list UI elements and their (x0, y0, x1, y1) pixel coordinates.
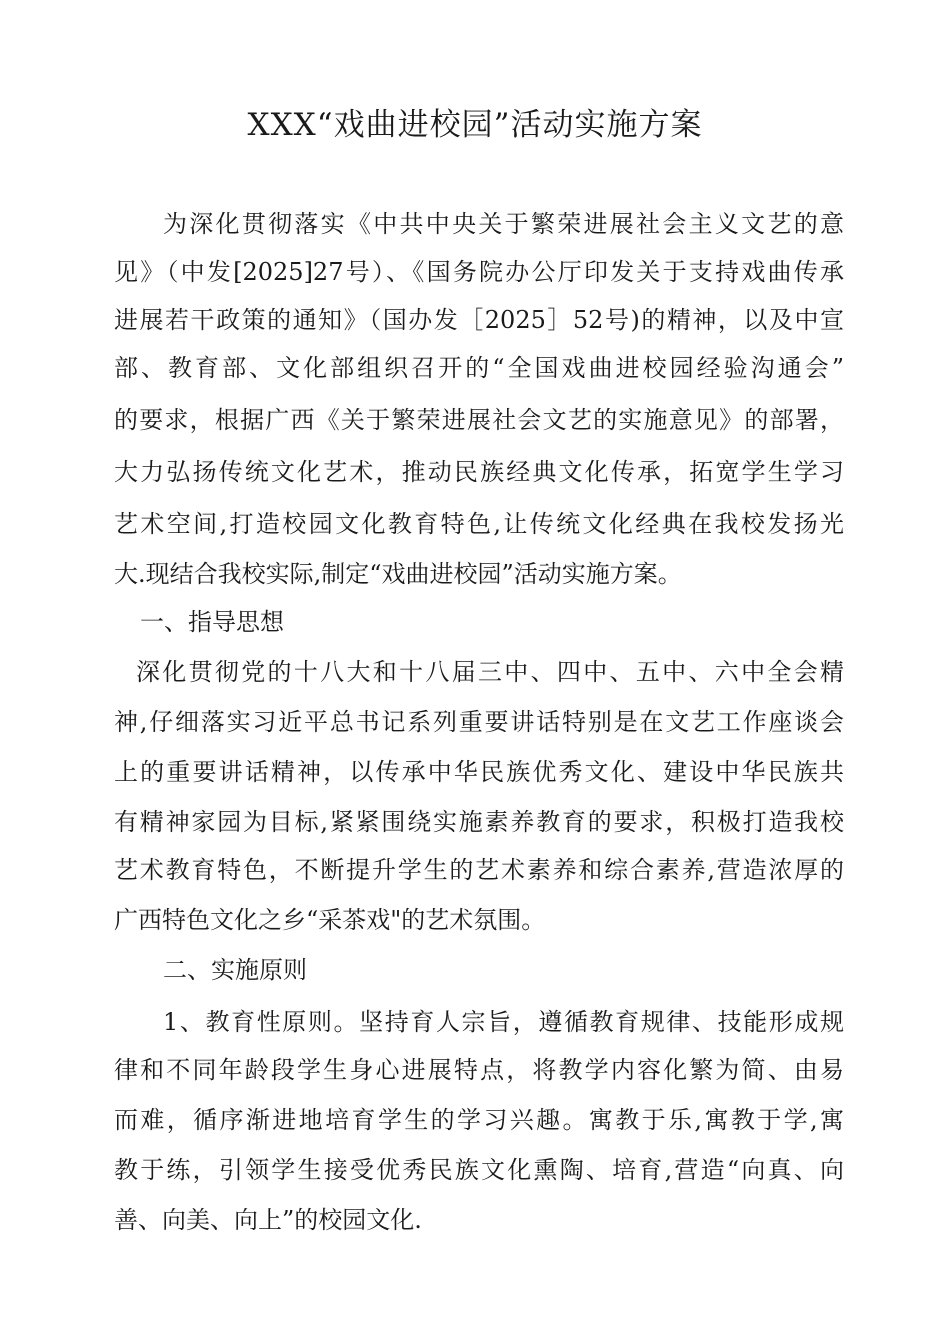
intro-line-3: 进展若干政策的通知》（国办发［2025］52号)的精神，以及中宣 (114, 306, 844, 334)
section1-line-6: 广西特色文化之乡“采茶戏"的艺术氛围。 (114, 906, 546, 934)
section-heading-guiding-ideology: 一、指导思想 (140, 608, 284, 636)
intro-line-4: 部、教育部、文化部组织召开的“全国戏曲进校园经验沟通会” (114, 354, 844, 382)
section1-line-5: 艺术教育特色，不断提升学生的艺术素养和综合素养,营造浓厚的 (114, 856, 844, 884)
section1-line-1: 深化贯彻党的十八大和十八届三中、四中、五中、六中全会精 (136, 658, 844, 686)
section2-line-3: 而难，循序渐进地培育学生的学习兴趣。寓教于乐,寓教于学,寓 (114, 1106, 844, 1134)
intro-line-7: 艺术空间,打造校园文化教育特色,让传统文化经典在我校发扬光 (114, 510, 844, 538)
document-title: XXX“戏曲进校园”活动实施方案 (247, 107, 703, 143)
intro-line-1: 为深化贯彻落实《中共中央关于繁荣进展社会主义文艺的意 (163, 210, 844, 238)
section1-line-3: 上的重要讲话精神，以传承中华民族优秀文化、建设中华民族共 (114, 758, 844, 786)
intro-line-8: 大.现结合我校实际,制定“戏曲进校园”活动实施方案。 (114, 560, 682, 588)
section2-line-5: 善、向美、向上”的校园文化. (114, 1206, 422, 1234)
section-heading-implementation-principles: 二、实施原则 (163, 956, 307, 984)
section2-line-4: 教于练，引领学生接受优秀民族文化熏陶、培育,营造“向真、向 (114, 1156, 844, 1184)
section2-line-2: 律和不同年龄段学生身心进展特点，将教学内容化繁为简、由易 (114, 1056, 844, 1084)
section1-line-4: 有精神家园为目标,紧紧围绕实施素养教育的要求，积极打造我校 (114, 808, 844, 836)
intro-line-5: 的要求，根据广西《关于繁荣进展社会文艺的实施意见》的部署， (114, 406, 844, 434)
intro-line-6: 大力弘扬传统文化艺术，推动民族经典文化传承，拓宽学生学习 (114, 458, 844, 486)
section2-line-1: 1、教育性原则。坚持育人宗旨，遵循教育规律、技能形成规 (163, 1008, 844, 1036)
intro-line-2: 见》（中发[2025]27号）、《国务院办公厅印发关于支持戏曲传承 (114, 258, 844, 286)
section1-line-2: 神,仔细落实习近平总书记系列重要讲话特别是在文艺工作座谈会 (114, 708, 844, 736)
